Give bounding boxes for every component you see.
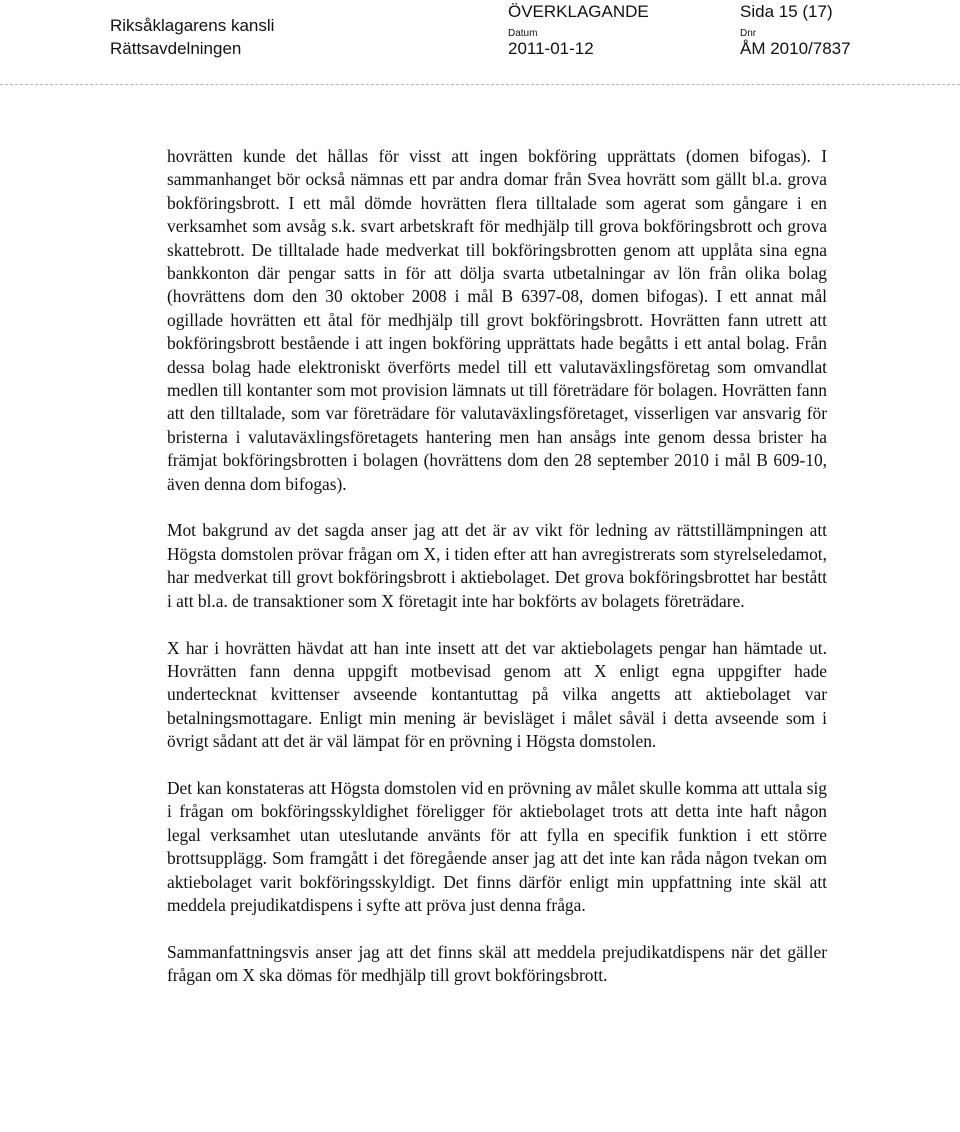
- header-divider: [0, 84, 960, 85]
- paragraph-evidence: X har i hovrätten hävdat att han inte insett att det var aktiebolagets pengar han hämtade ut. Hovrätten fann denna uppgift motbevisad genom att X enligt egna uppgifter hade undertecknat kvittenser avseende kontantuttag på vilka angetts att aktiebolaget var betalningsmottagare. Enligt min mening är bevisläget i målet såväl i detta avseende som i övrigt sådant att det är väl lämpat för en prövning i Högsta domstolen.: [167, 637, 827, 752]
- header-document-type: ÖVERKLAGANDE: [508, 2, 649, 21]
- header-page-number: Sida 15 (17): [740, 2, 833, 21]
- paragraph-bookkeeping-duty: Det kan konstateras att Högsta domstolen vid en prövning av målet skulle komma att uttala sig i frågan om bokföringsskyldighet föreligger för aktiebolaget trots att detta inte haft någon legal verksamhet utan uteslutande använts för att fylla en specifik funktion i ett större brottsupplägg. Som framgått i det föregående anser jag att det inte kan råda någon tvekan om aktiebolaget varit bokföringsskyldigt. Det finns därför enligt min uppfattning inte skäl att meddela prejudikatdispens i syfte att pröva just denna fråga.: [167, 777, 827, 915]
- header-dnr: ÅM 2010/7837: [740, 39, 851, 58]
- document-body: [167, 145, 827, 1011]
- page-header: [0, 0, 960, 86]
- paragraph-summary: Sammanfattningsvis anser jag att det finns skäl att meddela prejudikatdispens när det gäller frågan om X ska dömas för medhjälp till grovt bokföringsbrott.: [167, 941, 827, 986]
- header-date: 2011-01-12: [508, 39, 594, 58]
- header-date-label: Datum: [508, 28, 538, 39]
- header-dnr-label: Dnr: [740, 28, 757, 39]
- paragraph-background: Mot bakgrund av det sagda anser jag att det är av vikt för ledning av rättstillämpningen att Högsta domstolen prövar frågan om X, i tiden efter att han avregistrerats som styrelseledamot, har medverkat till grovt bokföringsbrott i aktiebolaget. Det grova bokföringsbrottet har bestått i att bl.a. de transaktioner som X företagit inte har bokförts av bolagets företrädare.: [167, 520, 827, 611]
- header-department: Rättsavdelningen: [110, 39, 242, 58]
- paragraph-court-cases: hovrätten kunde det hållas för visst att ingen bokföring upprättats (domen bifogas). I sammanhanget bör också nämnas ett par andra domar från Svea hovrätt som gällt bl.a. grova bokföringsbrott. I ett mål dömde hovrätten flera tilltalade som agerat som gångare i en verksamhet som avsåg s.k. svart arbetskraft för medhjälp till grova bokföringsbrott och grova skattebrott. De tilltalade hade medverkat till bokföringsbrotten genom att upplåta sina egna bankkonton där pengar satts in för att dölja svarta utbetalningar av lön från olika bolag (hovrättens dom den 30 oktober 2008 i mål B 6397-08, domen bifogas). I ett annat mål ogillade hovrätten ett åtal för medhjälp till grovt bokföringsbrott. Hovrätten fann utrett att bokföringsbrott bestående i att ingen bokföring upprättats hade begåtts i ett antal bolag. Från dessa bolag hade elektroniskt överförts medel till ett valutaväxlingsföretag som omvandlat medlen till kontanter som mot provision lämnats ut till företrädare för bolagen. Hovrätten fann att den tilltalade, som var företrädare för valutaväxlingsföretaget, visserligen var ansvarig för bristerna i valutaväxlingsföretagets hantering men han ansågs inte genom dessa brister ha främjat bokföringsbrotten i bolagen (hovrättens dom den 28 september 2010 i mål B 609-10, även denna dom bifogas).: [167, 146, 827, 494]
- header-organization: Riksåklagarens kansli: [110, 16, 275, 35]
